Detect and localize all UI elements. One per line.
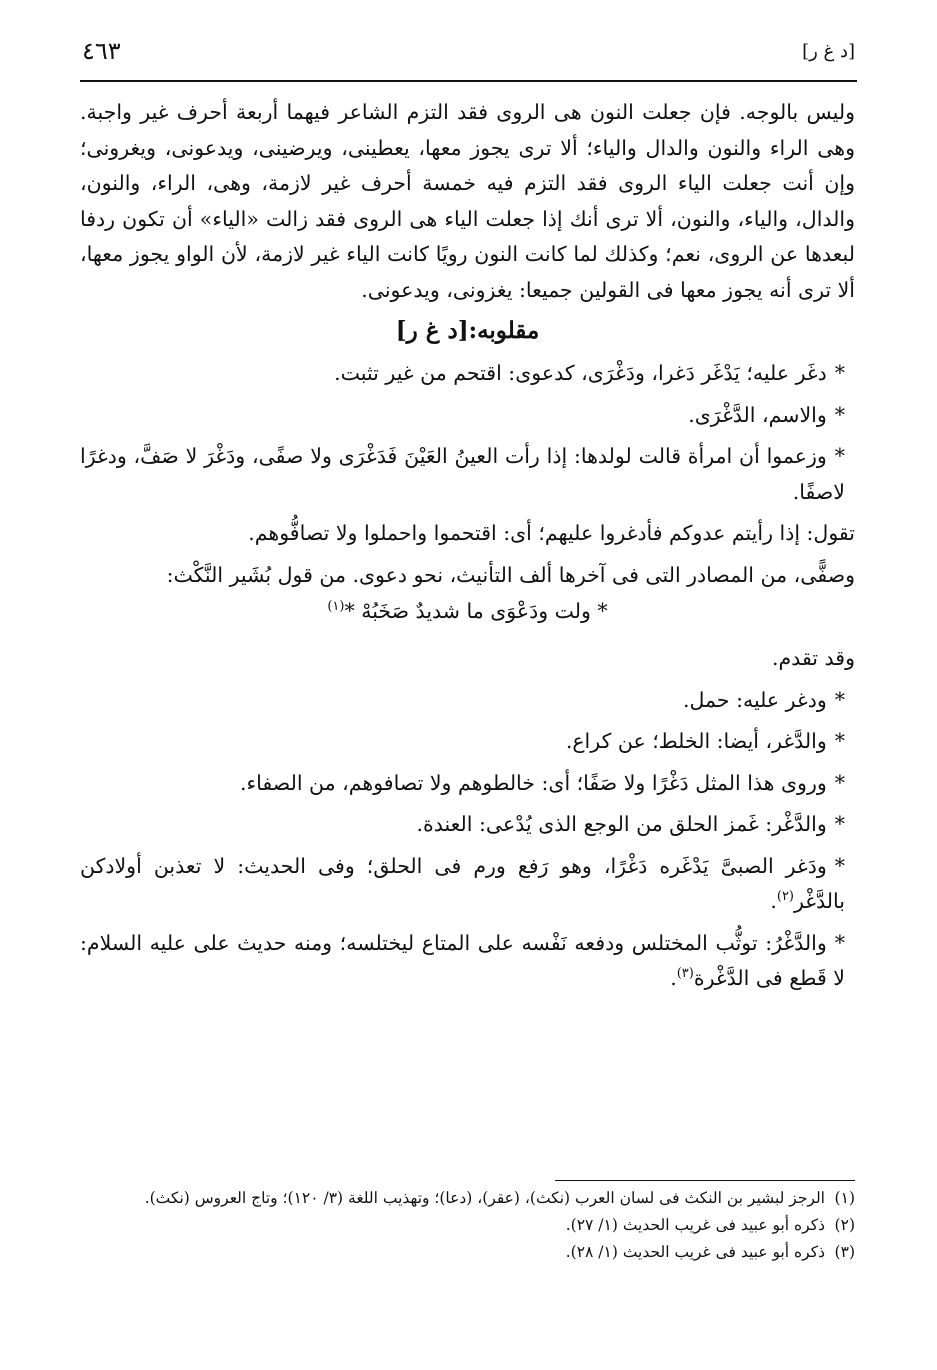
entry xyxy=(80,683,855,719)
page-number: ٤٦٣ xyxy=(82,37,121,65)
footnote-text: ذكره أبو عبيد فى غريب الحديث (١/ ٢٧). xyxy=(565,1216,825,1234)
intro-paragraph: وليس بالوجه. فإن جعلت النون هى الروى فقد التزم الشاعر فيهما أربعة أحرف غير واجبة. وهى الراء والنون والدال والياء؛ ألا ترى يجوز معها، يعطينى، ويرضينى، ويدعونى، ويغرونى؛ وإن أنت جعلت الياء الروى فقد التزم فيه خمسة أحرف غير لازمة، وهى، الراء، والنون، والدال، والياء، والنون، ألا ترى أنك إذا جعلت الياء هى الروى فقد زالت «الياء» أن تكون ردفا لبعدها عن الروى، نعم؛ وكذلك لما كانت النون رويًا كانت الياء غير لازمة، لأن الواو يجوز معها، ألا ترى أنه يجوز معها فى القولين جميعا: يغزونى، ويدعونى. xyxy=(80,100,855,302)
entry-star: * xyxy=(834,770,845,795)
footnote-text: ذكره أبو عبيد فى غريب الحديث (١/ ٢٨). xyxy=(565,1243,825,1261)
entry-text: ودَغر الصبىَّ يَدْغَره دَغْرًا، وهو رَفع ورم فى الحلق؛ وفى الحديث: لا تعذبن أولادكن بالدَّغْر xyxy=(80,853,845,913)
footnote-number: (٢) xyxy=(834,1216,855,1234)
explanation: تقول: إذا رأيتم عدوكم فأدغروا عليهم؛ أى: اقتحموا واحملوا ولا تصافُّوهم. xyxy=(248,521,855,545)
verse xyxy=(80,593,855,629)
entry-text: والاسم، الدَّغْرَى. xyxy=(688,402,827,427)
entry-text: ودغر عليه: حمل. xyxy=(682,687,827,712)
entry-star: * xyxy=(834,812,845,836)
footnote xyxy=(80,1186,855,1211)
entry xyxy=(80,356,855,392)
entry xyxy=(80,766,855,802)
entry xyxy=(80,926,855,997)
footnote-number: (١) xyxy=(834,1189,855,1207)
entry-tail: . xyxy=(770,889,777,913)
verse-text: * ولت ودَعْوَى ما شديدٌ صَخَبُهْ * xyxy=(344,599,608,623)
entry xyxy=(80,398,855,434)
entry-star: * xyxy=(834,402,845,427)
footnotes xyxy=(80,1186,855,1267)
footnote xyxy=(80,1213,855,1238)
note: وقد تقدم. xyxy=(771,646,855,670)
footnote-number: (٣) xyxy=(834,1243,855,1261)
section-title: مقلوبه:[د غ ر] xyxy=(395,317,540,344)
entry-text: والدَّغْر: غَمز الحلق من الوجع الذى يُدْعى: العندة. xyxy=(416,812,827,836)
entry xyxy=(80,439,855,510)
running-header xyxy=(0,36,937,76)
entry-text: وزعموا أن امرأة قالت لولدها: إذا رأت العينُ العَيْنَ فَدَغْرَى ولا صفًى، ودَغْرَ لا صَفَّ، ودغرًا لاصفًا. xyxy=(80,444,845,504)
entry xyxy=(80,724,855,760)
entry-star: * xyxy=(834,444,845,468)
explanation: وصفًّى، من المصادر التى فى آخرها ألف التأنيث، نحو دعوى. من قول بُشَير النَّكْث: xyxy=(166,562,855,587)
footnote-ref: (١) xyxy=(327,599,345,615)
footnote-ref: (٣) xyxy=(676,966,694,982)
header-root: [د غ ر] xyxy=(802,41,855,62)
main-text xyxy=(80,95,855,1003)
entry-star: * xyxy=(834,687,845,712)
entry-star: * xyxy=(834,729,845,753)
entry-text: دغَر عليه؛ يَدْغَر دَغرا، ودَغْرَى، كدعوى: اقتحم من غير تثبت. xyxy=(334,361,827,385)
footnote-text: الرجز لبشير بن النكث فى لسان العرب (نكث)، (عقر)، (دعا)؛ وتهذيب اللغة (٣/ ١٢٠)؛ وتاج العروس (نكث). xyxy=(144,1189,825,1207)
entry-text: والدَّغْرُ: توثُّب المختلس ودفعه نَفْسه على المتاع ليختلسه؛ ومنه حديث على عليه السلام: لا قَطع فى الدَّغْرة xyxy=(80,930,845,990)
footnote xyxy=(80,1240,855,1265)
footnote-ref: (٢) xyxy=(776,889,794,905)
entry xyxy=(80,807,855,843)
entry-star: * xyxy=(834,361,845,385)
header-rule xyxy=(80,80,857,82)
entry-star: * xyxy=(834,853,845,878)
entry xyxy=(80,849,855,920)
entry-text: والدَّغر، أيضا: الخلط؛ عن كراع. xyxy=(565,729,827,753)
entry-star: * xyxy=(834,930,845,955)
entry-tail: . xyxy=(670,966,677,990)
footnote-rule xyxy=(555,1180,855,1181)
entry-text: وروى هذا المثل دَغْرًا ولا صَفًا؛ أى: خالطوهم ولا تصافوهم، من الصفاء. xyxy=(240,770,827,795)
